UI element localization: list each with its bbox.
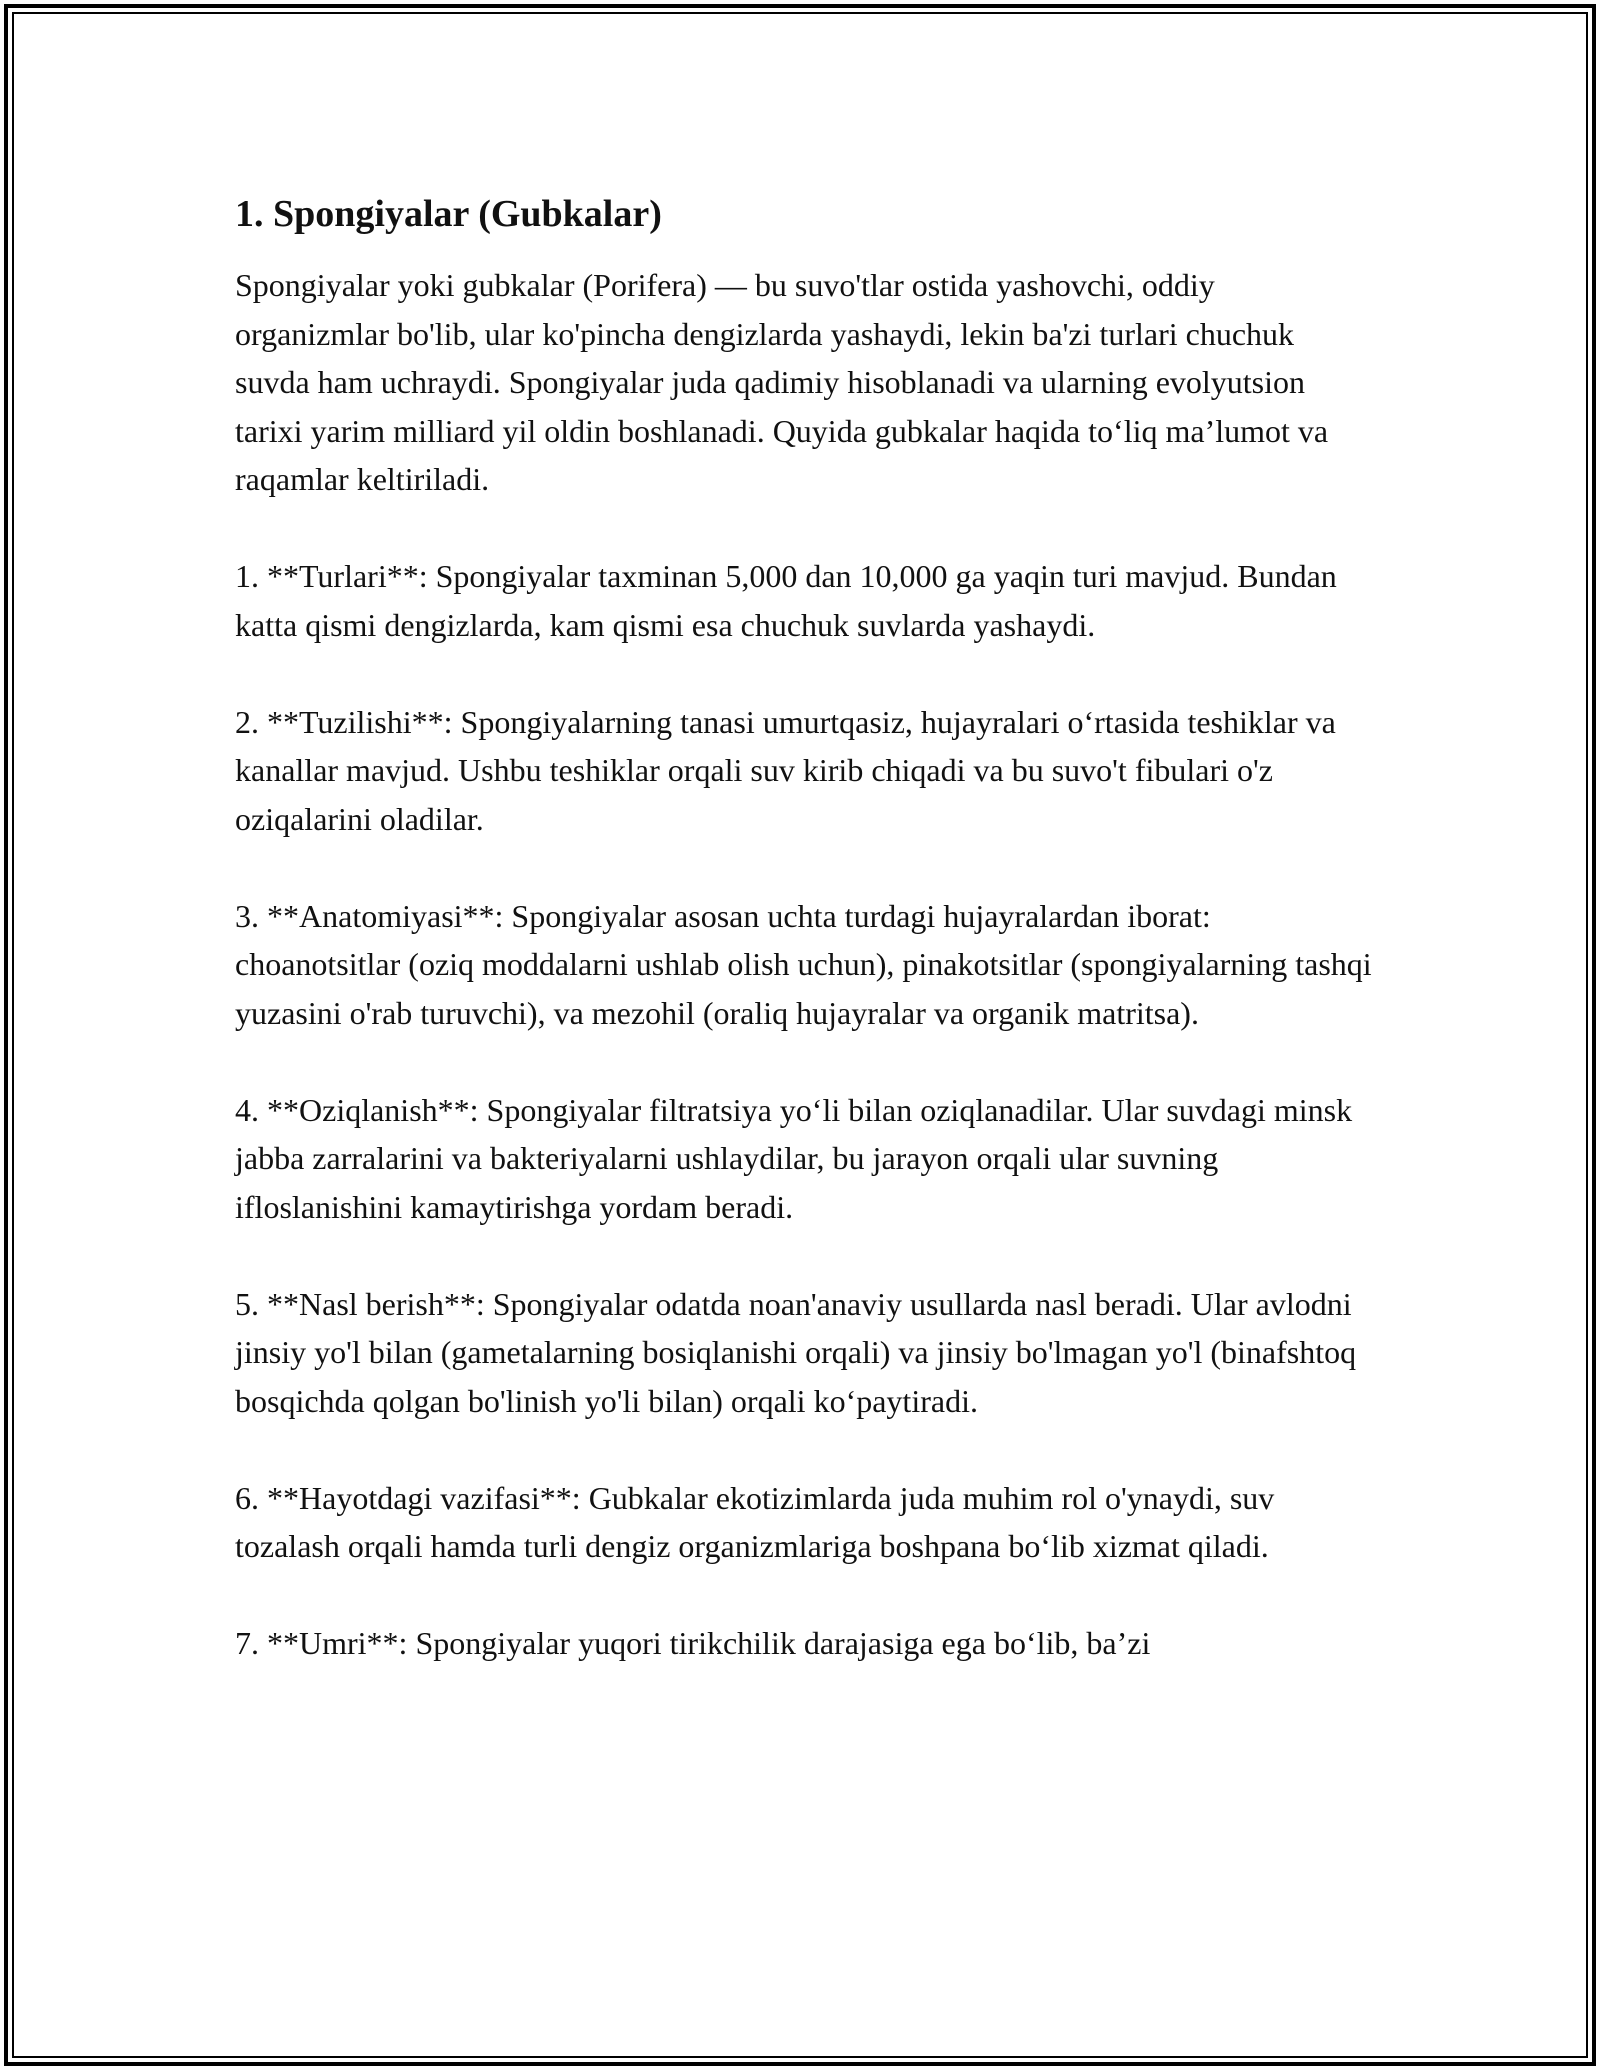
item-nutrition-paragraph: 4. **Oziqlanish**: Spongiyalar filtratsiya yo‘li bilan oziqlanadilar. Ular suvdagi minsk jabba zarralarini va bakteriyalarni ushlaydilar, bu jarayon orqali ular suvning ifloslanishini kamaytirishga yordam beradi.	[235, 1091, 1353, 1225]
item-role-paragraph: 6. **Hayotdagi vazifasi**: Gubkalar ekotizimlarda juda muhim rol o'ynaydi, suv tozalash orqali hamda turli dengiz organizmlariga boshpana bo‘lib xizmat qiladi.	[235, 1479, 1275, 1564]
item-types-paragraph: 1. **Turlari**: Spongiyalar taxminan 5,000 dan 10,000 ga yaqin turi mavjud. Bundan katta qismi dengizlarda, kam qismi esa chuchuk suvlarda yashaydi.	[235, 558, 1337, 643]
item-lifespan-paragraph: 7. **Umri**: Spongiyalar yuqori tirikchilik darajasiga ega bo‘lib, ba’zi	[235, 1625, 1151, 1661]
document-body	[235, 188, 1375, 1668]
item-reproduction-paragraph: 5. **Nasl berish**: Spongiyalar odatda noan'anaviy usullarda nasl beradi. Ular avlodni jinsiy yo'l bilan (gametalarning bosiqlanishi orqali) va jinsiy bo'lmagan yo'l (binafshtoq bosqichda qolgan bo'linish yo'li bilan) orqali ko‘paytiradi.	[235, 1285, 1357, 1419]
section-heading: 1. Spongiyalar (Gubkalar)	[235, 193, 662, 235]
intro-paragraph: Spongiyalar yoki gubkalar (Porifera) — bu suvo'tlar ostida yashovchi, oddiy organizmlar bo'lib, ular ko'pincha dengizlarda yashaydi, lekin ba'zi turlari chuchuk suvda ham uchraydi. Spongiyalar juda qadimiy hisoblanadi va ularning evolyutsion tarixi yarim milliard yil oldin boshlanadi. Quyida gubkalar haqida to‘liq ma’lumot va raqamlar keltiriladi.	[235, 267, 1329, 497]
item-structure-paragraph: 2. **Tuzilishi**: Spongiyalarning tanasi umurtqasiz, hujayralari o‘rtasida teshiklar va kanallar mavjud. Ushbu teshiklar orqali suv kirib chiqadi va bu suvo't fibulari o'z oziqalarini oladilar.	[235, 703, 1336, 837]
item-anatomy-paragraph: 3. **Anatomiyasi**: Spongiyalar asosan uchta turdagi hujayralardan iborat: choanotsitlar (oziq moddalarni ushlab olish uchun), pinakotsitlar (spongiyalarning tashqi yuzasini o'rab turuvchi), va mezohil (oraliq hujayralar va organik matritsa).	[235, 897, 1372, 1031]
